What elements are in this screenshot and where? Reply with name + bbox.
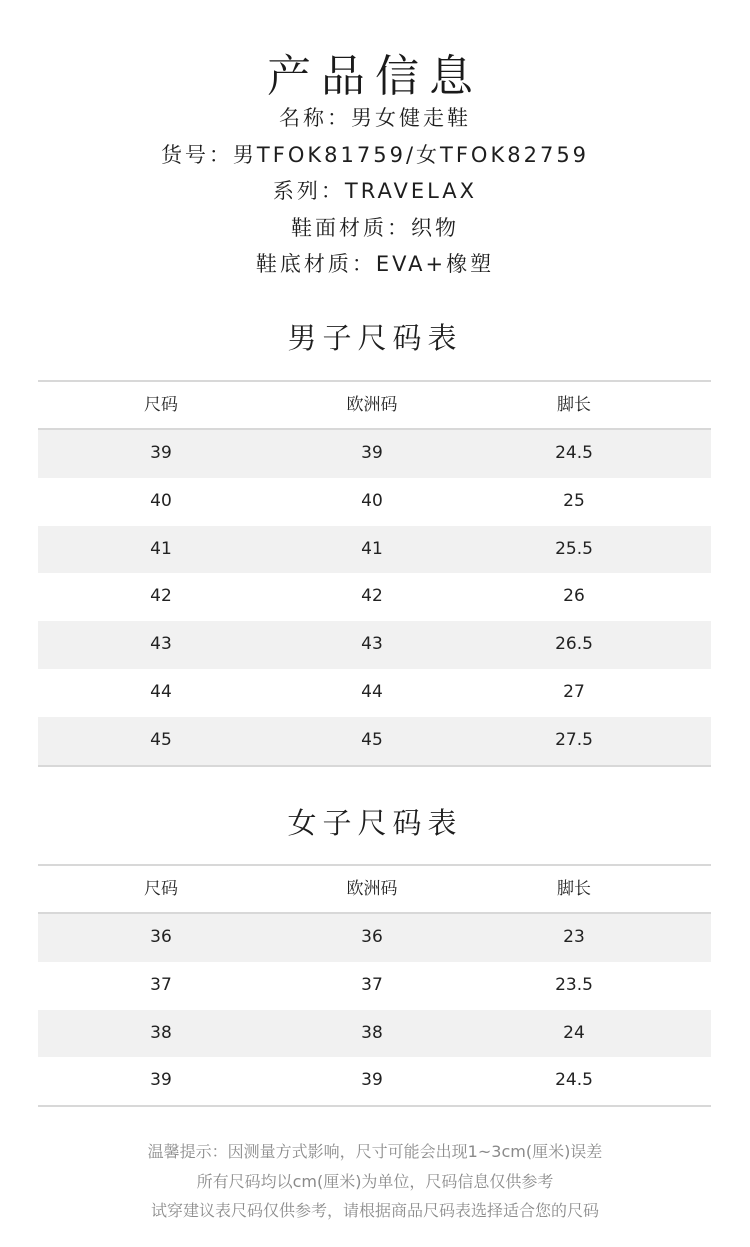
womens-size-table — [38, 864, 711, 1107]
cell-eu-size: 44 — [361, 681, 383, 702]
cell-eu-size: 39 — [361, 443, 383, 463]
mens-size-table-title: 男子尺码表 — [287, 321, 463, 355]
table-row — [38, 669, 711, 717]
cell-eu-size: 45 — [361, 729, 383, 750]
cell-foot-length: 25.5 — [555, 538, 593, 559]
table-row — [38, 526, 711, 574]
cell-eu-size: 40 — [361, 490, 383, 511]
cell-eu-size: 38 — [361, 1022, 383, 1043]
table-row — [38, 962, 711, 1010]
cell-size: 39 — [150, 1070, 172, 1091]
cell-size: 40 — [150, 490, 172, 511]
product-info-list — [0, 100, 750, 283]
cell-size: 43 — [150, 634, 172, 655]
cell-eu-size: 43 — [361, 634, 383, 655]
table-row — [38, 478, 711, 526]
cell-eu-size: 39 — [361, 1070, 383, 1091]
info-name: 名称：男女健走鞋 — [279, 106, 471, 130]
table-row — [38, 621, 711, 669]
info-item-number: 货号：男TFOK81759/女TFOK82759 — [160, 142, 590, 167]
cell-eu-size: 37 — [361, 974, 383, 995]
header-eu-size: 欧洲码 — [346, 395, 398, 415]
cell-size: 37 — [150, 974, 172, 995]
footer-notes — [0, 1137, 750, 1226]
cell-size: 44 — [150, 681, 172, 702]
cell-size: 45 — [150, 729, 172, 750]
table-row — [38, 573, 711, 621]
header-foot-length: 脚长 — [557, 395, 591, 415]
cell-foot-length: 23.5 — [555, 974, 593, 995]
table-header-row — [38, 866, 711, 914]
cell-foot-length: 23 — [563, 927, 585, 947]
table-header-row — [38, 382, 711, 430]
table-row — [38, 1010, 711, 1058]
cell-foot-length: 26.5 — [555, 634, 593, 655]
info-upper-material: 鞋面材质：织物 — [291, 215, 459, 240]
info-series: 系列：TRAVELAX — [272, 179, 478, 203]
page-title: 产品信息 — [267, 51, 483, 103]
cell-size: 38 — [150, 1022, 172, 1043]
cell-foot-length: 24 — [563, 1022, 585, 1043]
cell-foot-length: 24.5 — [555, 443, 593, 463]
table-row — [38, 717, 711, 765]
cell-eu-size: 41 — [361, 538, 383, 559]
table-row — [38, 430, 711, 478]
cell-foot-length: 24.5 — [555, 1070, 593, 1091]
header-size: 尺码 — [144, 879, 178, 899]
womens-size-table-title: 女子尺码表 — [287, 806, 463, 840]
cell-foot-length: 25 — [563, 490, 585, 511]
cell-size: 39 — [150, 443, 172, 463]
cell-foot-length: 27.5 — [555, 729, 593, 750]
cell-foot-length: 27 — [563, 681, 585, 702]
note-fit-advice: 试穿建议表尺码仅供参考，请根据商品尺码表选择适合您的尺码 — [150, 1201, 599, 1220]
header-size: 尺码 — [144, 395, 178, 415]
cell-size: 41 — [150, 538, 172, 559]
mens-size-table — [38, 380, 711, 767]
note-units: 所有尺码均以cm(厘米)为单位，尺码信息仅供参考 — [196, 1171, 554, 1191]
note-measurement-error: 温馨提示：因测量方式影响，尺寸可能会出现1~3cm(厘米)误差 — [147, 1142, 603, 1161]
cell-eu-size: 36 — [361, 927, 383, 947]
cell-size: 36 — [150, 927, 172, 947]
cell-foot-length: 26 — [563, 586, 585, 607]
cell-size: 42 — [150, 586, 172, 607]
cell-eu-size: 42 — [361, 586, 383, 607]
header-eu-size: 欧洲码 — [346, 879, 398, 899]
table-row — [38, 1057, 711, 1105]
table-row — [38, 914, 711, 962]
header-foot-length: 脚长 — [557, 879, 591, 899]
info-sole-material: 鞋底材质：EVA+橡塑 — [255, 252, 495, 276]
